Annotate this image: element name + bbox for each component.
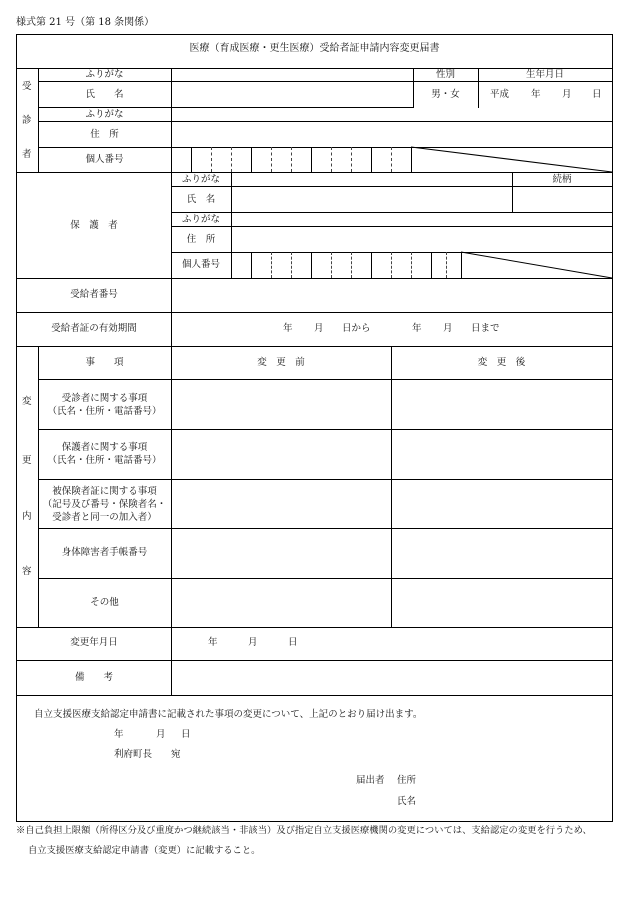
divider — [38, 479, 612, 480]
divider — [38, 379, 612, 380]
changes-side-label: 更 — [22, 455, 32, 466]
guardian-label: 保 護 者 — [70, 220, 118, 231]
divider — [16, 660, 612, 661]
validity-month-until: 月 — [443, 323, 453, 334]
dob-year: 年 — [531, 89, 541, 100]
patient-side-label: 受 — [22, 81, 32, 92]
guardian-address-label: 住 所 — [186, 234, 216, 245]
applicant-address: 住所 — [397, 775, 417, 786]
patient-personal-number-label: 個人番号 — [85, 154, 124, 165]
change-date-label: 変更年月日 — [70, 637, 118, 648]
change-date-day: 日 — [288, 637, 298, 648]
applicant-label: 届出者 — [356, 775, 385, 786]
divider — [16, 627, 612, 628]
change-row-insurance: 被保険者証に関する事項 （記号及び番号・保険者名・ 受診者と同一の加入者） — [42, 486, 167, 523]
change-row-patient: 受診者に関する事項 （氏名・住所・電話番号） — [47, 393, 162, 417]
remarks-label: 備 考 — [74, 672, 113, 683]
patient-side-label: 者 — [22, 149, 32, 160]
form-number: 様式第 21 号（第 18 条関係） — [16, 17, 155, 28]
change-date-month: 月 — [248, 637, 258, 648]
form-title: 医療（育成医療・更生医療）受給者証申請内容変更届書 — [189, 43, 440, 54]
patient-furigana-label: ふりがな — [85, 69, 124, 80]
changes-header-after: 変 更 後 — [477, 357, 526, 368]
sex-label: 性別 — [435, 69, 455, 80]
declaration-year: 年 — [114, 729, 124, 740]
divider — [38, 578, 612, 579]
changes-side-label: 容 — [22, 566, 32, 577]
guardian-personal-number-label: 個人番号 — [181, 259, 220, 270]
dob-month: 月 — [562, 89, 572, 100]
dob-label: 生年月日 — [525, 69, 564, 80]
divider — [16, 695, 612, 696]
changes-side-label: 内 — [22, 511, 32, 522]
changes-side-label: 変 — [22, 396, 32, 407]
validity-year-until: 年 — [412, 323, 422, 334]
validity-year-from: 年 — [283, 323, 293, 334]
change-row-guardian: 保護者に関する事項 （氏名・住所・電話番号） — [47, 442, 162, 466]
validity-from: 日から — [342, 323, 371, 334]
guardian-furigana-label: ふりがな — [181, 214, 220, 225]
patient-address-label: 住 所 — [90, 129, 119, 140]
footnote-line-2: 自立支援医療支給認定申請書（変更）に記載すること。 — [28, 845, 261, 856]
sex-value[interactable]: 男・女 — [431, 89, 460, 100]
validity-month-from: 月 — [314, 323, 324, 334]
changes-header-before: 変 更 前 — [257, 357, 305, 368]
applicant-name: 氏名 — [397, 796, 417, 807]
divider — [38, 528, 612, 529]
footnote-line-1: ※自己負担上限額（所得区分及び重度かつ継続該当・非該当）及び指定自立支援医療機関の変更については、支給認定の変更を行うため、 — [16, 825, 592, 836]
divider — [38, 429, 612, 430]
divider — [16, 312, 612, 313]
change-row-disability: 身体障害者手帳番号 — [61, 547, 148, 558]
guardian-name-label: 氏 名 — [186, 194, 216, 205]
divider — [16, 346, 612, 347]
patient-name-label: 氏 名 — [85, 89, 124, 100]
dob-day: 日 — [592, 89, 602, 100]
divider — [171, 346, 172, 627]
change-date-year: 年 — [208, 637, 218, 648]
change-row-other: その他 — [90, 597, 119, 608]
recipient-number-label: 受給者番号 — [70, 289, 118, 300]
declaration-day: 日 — [181, 729, 191, 740]
guardian-relation-label: 続柄 — [552, 174, 572, 185]
changes-header-item: 事 項 — [85, 357, 124, 368]
dob-era: 平成 — [490, 89, 510, 100]
validity-until: 日まで — [471, 323, 500, 334]
guardian-furigana-label: ふりがな — [181, 174, 220, 185]
declaration-month: 月 — [156, 729, 166, 740]
patient-side-label: 診 — [22, 115, 32, 126]
addressee: 利府町長 宛 — [114, 749, 181, 760]
divider — [391, 346, 392, 627]
divider — [171, 627, 172, 695]
declaration-text: 自立支援医療支給認定申請書に記載された事項の変更について、上記のとおり届け出ます。 — [34, 709, 423, 720]
patient-furigana-label: ふりがな — [85, 109, 124, 120]
validity-label: 受給者証の有効期間 — [51, 323, 137, 334]
